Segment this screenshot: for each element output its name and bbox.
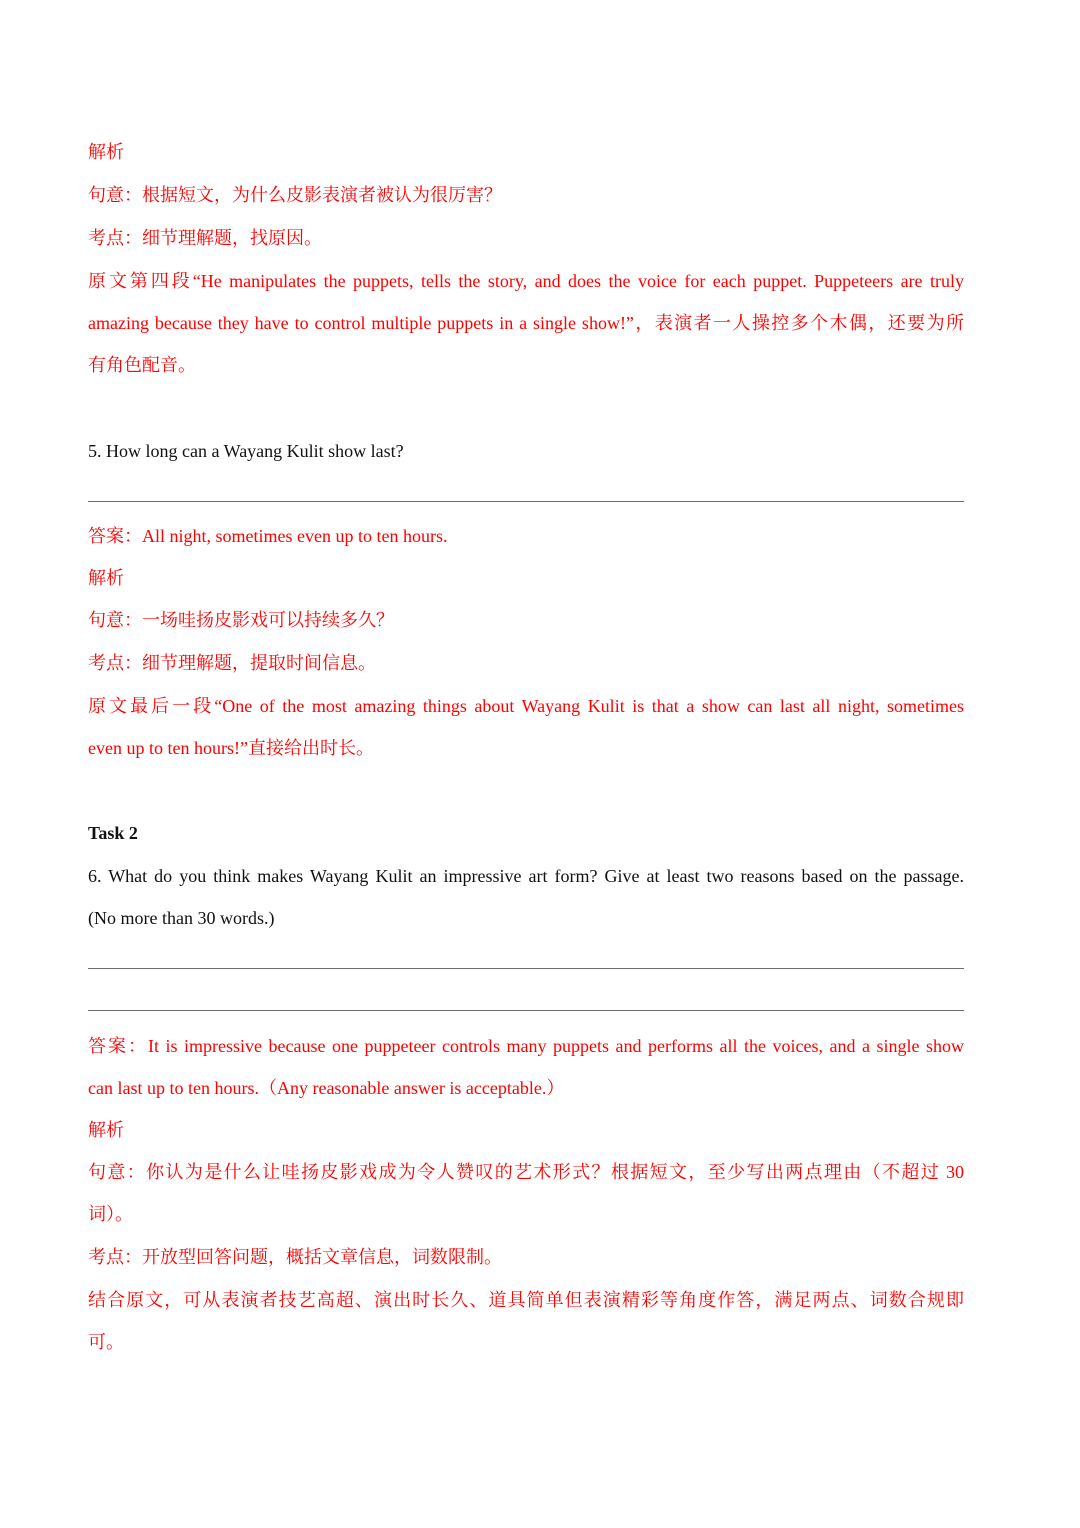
q4-meaning: 句意：根据短文，为什么皮影表演者被认为很厉害？ <box>88 185 502 205</box>
q6-answer-line-1 <box>88 968 964 969</box>
q5-answer: 答案：All night, sometimes even up to ten hours. <box>88 526 448 546</box>
q4-source-line-2: amazing because they have to control multiple puppets in a single show!”，表演者一人操控多个木偶，还要为所 <box>88 313 964 333</box>
task2-heading: Task 2 <box>88 823 138 843</box>
q6-combine-line-1: 结合原文，可从表演者技艺高超、演出时长久、道具简单但表演精彩等角度作答，满足两点、词数合规即 <box>88 1290 964 1310</box>
q5-answer-line <box>88 501 964 502</box>
q4-point: 考点：细节理解题，找原因。 <box>88 228 322 248</box>
q6-answer-line-2 <box>88 1010 964 1011</box>
q5-source-line-2: even up to ten hours!”直接给出时长。 <box>88 738 374 758</box>
q6-meaning-line-1: 句意：你认为是什么让哇扬皮影戏成为令人赞叹的艺术形式？根据短文，至少写出两点理由（不超过 30 <box>88 1162 964 1182</box>
q6-answer-line-1-text: 答案：It is impressive because one puppeteer controls many puppets and performs all the voices, and a single show <box>88 1036 964 1056</box>
q4-analysis-heading: 解析 <box>88 142 124 162</box>
q5-point: 考点：细节理解题，提取时间信息。 <box>88 653 376 673</box>
q5-analysis-heading: 解析 <box>88 568 124 588</box>
q5-source-line-1: 原文最后一段“One of the most amazing things about Wayang Kulit is that a show can last all night, sometimes <box>88 696 964 716</box>
q6-meaning-line-2: 词）。 <box>88 1204 133 1224</box>
q5-question: 5. How long can a Wayang Kulit show last? <box>88 441 404 461</box>
q4-source-line-3: 有角色配音。 <box>88 355 196 375</box>
q6-question-line-1: 6. What do you think makes Wayang Kulit an impressive art form? Give at least two reasons based on the passage. <box>88 866 964 886</box>
q6-combine-line-2: 可。 <box>88 1332 124 1352</box>
q5-meaning: 句意：一场哇扬皮影戏可以持续多久？ <box>88 610 394 630</box>
q6-point: 考点：开放型回答问题，概括文章信息，词数限制。 <box>88 1247 502 1267</box>
q4-source-line-1: 原文第四段“He manipulates the puppets, tells the story, and does the voice for each puppet. Puppeteers are truly <box>88 271 964 291</box>
q6-answer-line-2-text: can last up to ten hours.（Any reasonable answer is acceptable.） <box>88 1078 565 1098</box>
q6-analysis-heading: 解析 <box>88 1120 124 1140</box>
q6-question-line-2: (No more than 30 words.) <box>88 908 275 928</box>
